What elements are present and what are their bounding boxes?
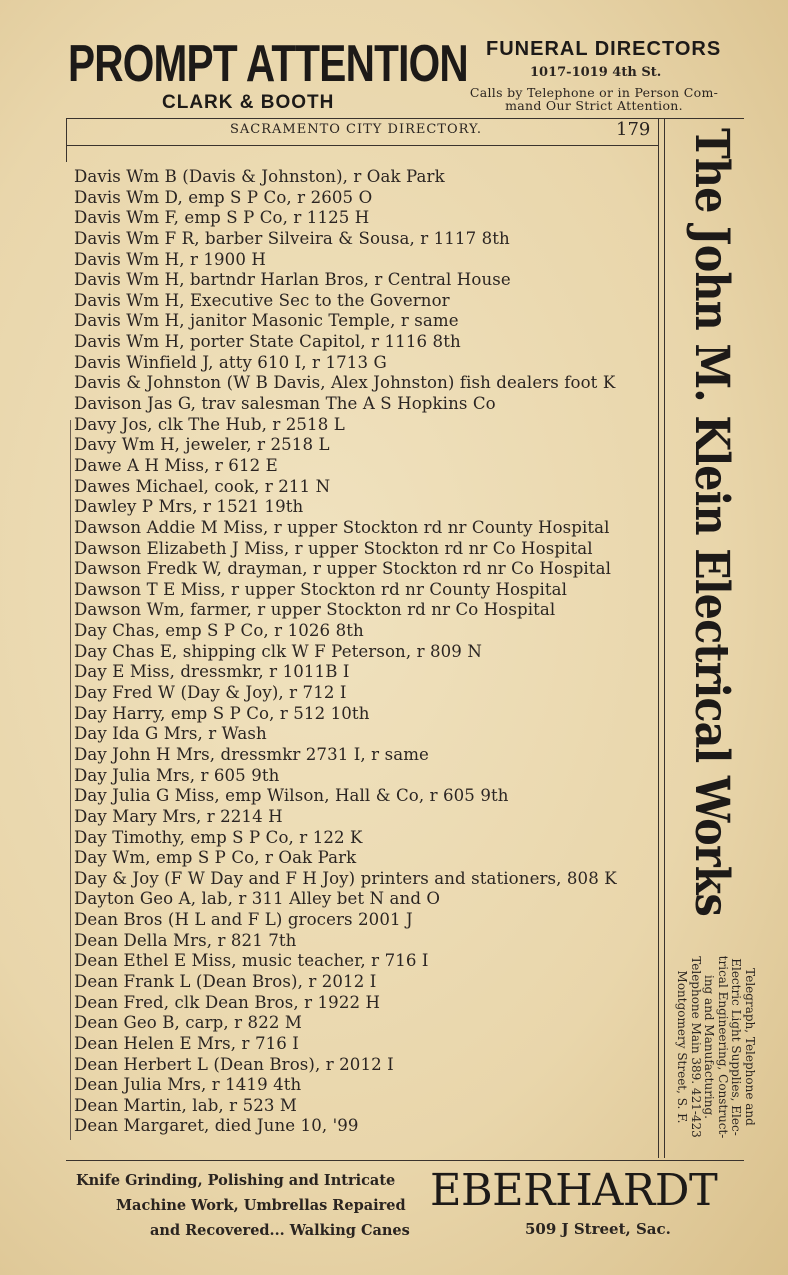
directory-entry: Davy Jos, clk The Hub, r 2518 L	[74, 414, 345, 434]
directory-entry: Davis Wm H, r 1900 H	[74, 249, 266, 269]
directory-entry: Day Chas E, shipping clk W F Peterson, r 809 N	[74, 641, 482, 661]
bottom-frame-rule	[66, 1160, 744, 1161]
directory-entry: Day E Miss, dressmkr, r 1011B I	[74, 662, 350, 682]
ad-headline: PROMPT ATTENTION	[68, 35, 468, 93]
directory-entry: Day Wm, emp S P Co, r Oak Park	[74, 848, 357, 868]
directory-entry: Dean Bros (H L and F L) grocers 2001 J	[74, 910, 413, 930]
side-ad-line: ing and Manufacturing.	[702, 974, 717, 1119]
entries-left-rule	[70, 420, 71, 1140]
ad-firm-name: CLARK & BOOTH	[162, 92, 335, 113]
ad-calls-line: Calls by Telephone or in Person Com-	[469, 85, 719, 100]
ad-calls-line: mand Our Strict Attention.	[505, 98, 683, 113]
directory-entry: Day Ida G Mrs, r Wash	[74, 724, 267, 744]
side-ad-line: Electric Light Supplies, Elec-	[729, 958, 744, 1136]
directory-entry: Dawes Michael, cook, r 211 N	[74, 476, 331, 496]
top-advertisement	[66, 34, 746, 116]
bottom-ad-line: Knife Grinding, Polishing and Intricate	[76, 1172, 396, 1189]
bottom-ad-address: 509 J Street, Sac.	[525, 1220, 671, 1238]
bottom-ad-services	[70, 1168, 410, 1243]
directory-entry: Dean Fred, clk Dean Bros, r 1922 H	[74, 992, 381, 1012]
directory-entry: Dawley P Mrs, r 1521 19th	[74, 497, 304, 517]
directory-entry: Dean Frank L (Dean Bros), r 2012 I	[74, 971, 377, 991]
directory-entry: Dawson T E Miss, r upper Stockton rd nr County Hospital	[74, 579, 568, 599]
directory-entry: Dean Margaret, died June 10, '99	[74, 1116, 359, 1136]
directory-entry: Dayton Geo A, lab, r 311 Alley bet N and O	[74, 889, 441, 909]
directory-entry: Day Timothy, emp S P Co, r 122 K	[74, 827, 363, 847]
directory-entry: Dean Ethel E Miss, music teacher, r 716 I	[74, 951, 429, 971]
side-ad-title-wrap	[684, 128, 739, 918]
directory-entry: Dean Helen E Mrs, r 716 I	[74, 1033, 299, 1053]
directory-entry: Dean Martin, lab, r 523 M	[74, 1095, 298, 1115]
directory-entry: Davis Wm H, janitor Masonic Temple, r same	[74, 311, 459, 331]
directory-entry: Davis Wm H, bartndr Harlan Bros, r Central House	[74, 270, 511, 290]
bottom-ad-name: EBERHARDT	[430, 1165, 718, 1216]
directory-entry: Day John H Mrs, dressmkr 2731 I, r same	[74, 744, 429, 764]
directory-entry: Dawson Fredk W, drayman, r upper Stockton rd nr Co Hospital	[74, 559, 611, 579]
directory-entry: Day Mary Mrs, r 2214 H	[74, 806, 283, 826]
directory-entry: Day & Joy (F W Day and F H Joy) printers and stationers, 808 K	[74, 868, 617, 888]
directory-entry: Dean Herbert L (Dean Bros), r 2012 I	[74, 1054, 394, 1074]
directory-entry: Dean Geo B, carp, r 822 M	[74, 1013, 302, 1033]
directory-entry: Davis Wm B (Davis & Johnston), r Oak Park	[74, 167, 445, 186]
running-head-title: SACRAMENTO CITY DIRECTORY.	[230, 122, 483, 137]
header-underline-rule	[66, 145, 658, 146]
directory-entry: Davison Jas G, trav salesman The A S Hopkins Co	[74, 394, 496, 414]
side-ad-line: Montgomery Street, S. F.	[675, 970, 690, 1124]
directory-entry: Day Fred W (Day & Joy), r 712 I	[74, 683, 347, 703]
side-ad-body	[668, 938, 758, 1156]
directory-entry: Dawson Addie M Miss, r upper Stockton rd nr County Hospital	[74, 517, 610, 537]
directory-entry: Day Harry, emp S P Co, r 512 10th	[74, 703, 370, 723]
bottom-ad-line: Machine Work, Umbrellas Repaired	[116, 1197, 406, 1214]
directory-entry: Dawson Elizabeth J Miss, r upper Stockton rd nr Co Hospital	[74, 538, 593, 558]
directory-entry: Davis Wm F R, barber Silveira & Sousa, r 1117 8th	[74, 228, 510, 248]
directory-entry: Day Chas, emp S P Co, r 1026 8th	[74, 621, 364, 641]
side-ad-line: Telegraph, Telephone and	[743, 968, 757, 1126]
directory-entry: Davis Winfield J, atty 610 I, r 1713 G	[74, 352, 387, 372]
directory-entry: Dawson Wm, farmer, r upper Stockton rd nr Co Hospital	[74, 600, 556, 620]
directory-entry: Day Julia Mrs, r 605 9th	[74, 765, 280, 785]
directory-entry: Dean Della Mrs, r 821 7th	[74, 930, 297, 950]
directory-entry: Davis Wm H, porter State Capitol, r 1116 8th	[74, 332, 461, 352]
directory-entry: Davis & Johnston (W B Davis, Alex Johnston) fish dealers foot K	[74, 373, 616, 393]
bottom-ad-line: and Recovered... Walking Canes	[150, 1222, 410, 1239]
side-ad-title: The John M. Klein Electrical Works	[684, 128, 739, 916]
ad-calls-text	[444, 86, 744, 112]
directory-entry: Davis Wm F, emp S P Co, r 1125 H	[74, 208, 370, 228]
left-frame-rule	[66, 118, 67, 162]
directory-entry: Davis Wm D, emp S P Co, r 2605 O	[74, 187, 373, 207]
ad-address: 1017-1019 4th St.	[530, 65, 662, 80]
page-number: 179	[616, 119, 651, 140]
directory-entry: Day Julia G Miss, emp Wilson, Hall & Co, r 605 9th	[74, 786, 509, 806]
ad-heading-right: FUNERAL DIRECTORS	[486, 38, 722, 60]
directory-entry: Davis Wm H, Executive Sec to the Governor	[74, 290, 450, 310]
directory-entry: Davy Wm H, jeweler, r 2518 L	[74, 435, 330, 455]
directory-entry: Dean Julia Mrs, r 1419 4th	[74, 1075, 302, 1095]
directory-entries	[74, 167, 674, 1137]
directory-entry: Dawe A H Miss, r 612 E	[74, 455, 278, 475]
side-ad-line: Telephone Main 389. 421-423	[688, 956, 703, 1138]
side-ad-line: trical Engineering, Construct-	[715, 955, 730, 1139]
